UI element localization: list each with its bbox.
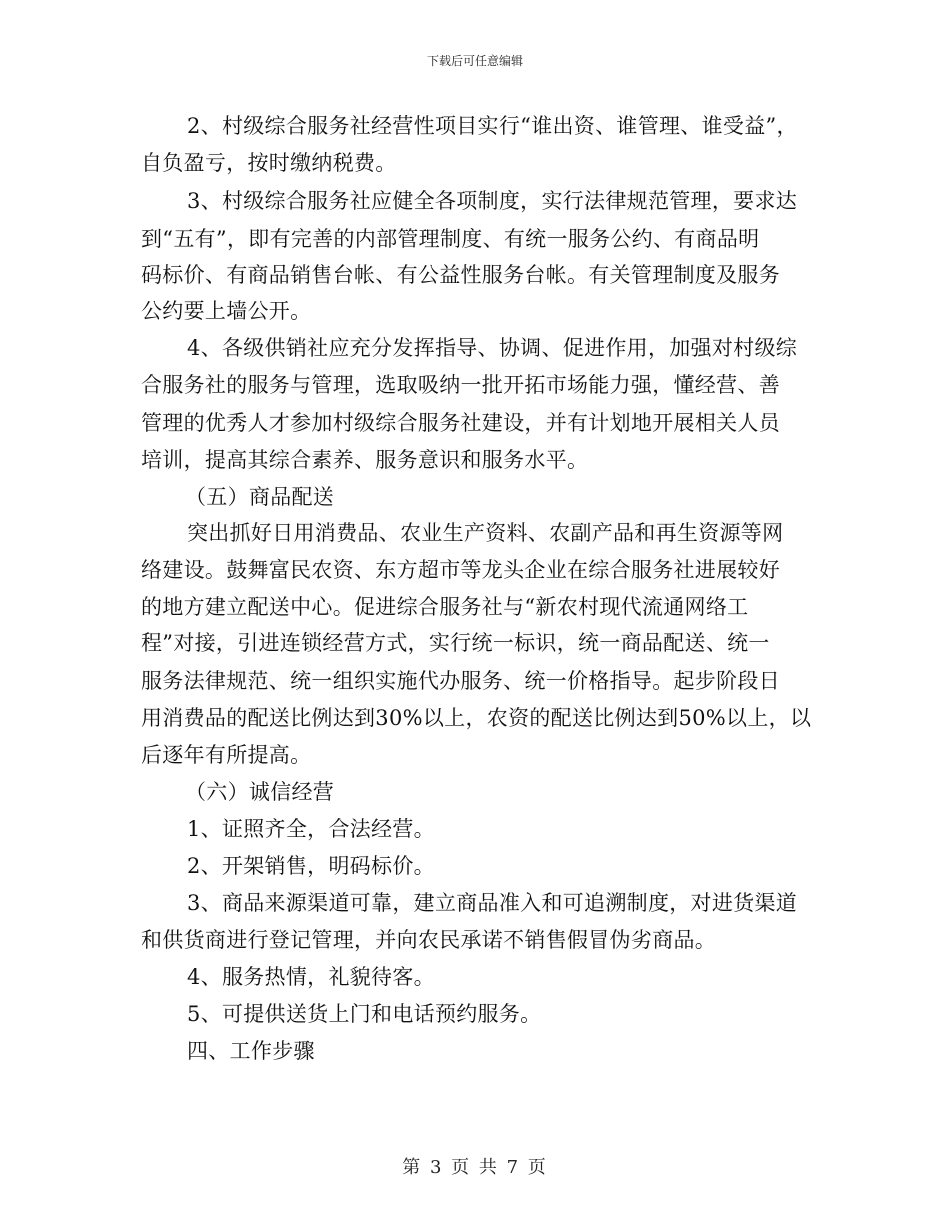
text-line: 培训，提高其综合素养、服务意识和服务水平。 xyxy=(141,448,589,472)
text-line: 管理的优秀人才参加村级综合服务社建设，并有计划地开展相关人员 xyxy=(141,411,780,435)
text-line: 服务法律规范、统一组织实施代办服务、统一价格指导。起步阶段日 xyxy=(141,669,780,693)
text-line: 突出抓好日用消费品、农业生产资料、农副产品和再生资源等网 xyxy=(187,521,784,545)
section-heading: （六）诚信经营 xyxy=(185,780,335,804)
page-header: 下载后可任意编辑 xyxy=(426,54,523,68)
text-line: 4、服务热情，礼貌待客。 xyxy=(187,965,435,989)
text-line: 2、开架销售，明码标价。 xyxy=(187,854,435,878)
text-line: 到“五有”，即有完善的内部管理制度、有统一服务公约、有商品明 xyxy=(141,227,760,251)
text-line: 5、可提供送货上门和电话预约服务。 xyxy=(187,1002,542,1026)
text-line: 3、商品来源渠道可靠，建立商品准入和可追溯制度，对进货渠道 xyxy=(187,891,798,915)
text-line: 公约要上墙公开。 xyxy=(141,299,312,323)
text-line: 络建设。鼓舞富民农资、东方超市等龙头企业在综合服务社进展较好 xyxy=(141,558,780,582)
text-line: 用消费品的配送比例达到30%以上，农资的配送比例达到50%以上，以 xyxy=(141,706,812,730)
section-heading: （五）商品配送 xyxy=(185,485,335,509)
text-line: 2、村级综合服务社经营性项目实行“谁出资、谁管理、谁受益”， xyxy=(187,114,798,138)
text-line: 的地方建立配送中心。促进综合服务社与“新农村现代流通网络工 xyxy=(141,595,749,619)
text-line: 合服务社的服务与管理，选取吸纳一批开拓市场能力强，懂经营、善 xyxy=(141,373,780,397)
text-line: 程”对接，引进连锁经营方式，实行统一标识，统一商品配送、统一 xyxy=(141,631,770,655)
page-footer: 第 3 页 共 7 页 xyxy=(402,1157,548,1178)
section-heading: 四、工作步骤 xyxy=(187,1039,315,1063)
text-line: 3、村级综合服务社应健全各项制度，实行法律规范管理，要求达 xyxy=(187,189,798,213)
text-line: 和供货商进行登记管理，并向农民承诺不销售假冒伪劣商品。 xyxy=(141,928,717,952)
text-line: 自负盈亏，按时缴纳税费。 xyxy=(141,151,397,175)
text-line: 码标价、有商品销售台帐、有公益性服务台帐。有关管理制度及服务 xyxy=(141,263,780,287)
text-line: 1、证照齐全，合法经营。 xyxy=(187,817,435,841)
text-line: 后逐年有所提高。 xyxy=(141,743,312,767)
text-line: 4、各级供销社应充分发挥指导、协调、促进作用，加强对村级综 xyxy=(187,336,798,360)
